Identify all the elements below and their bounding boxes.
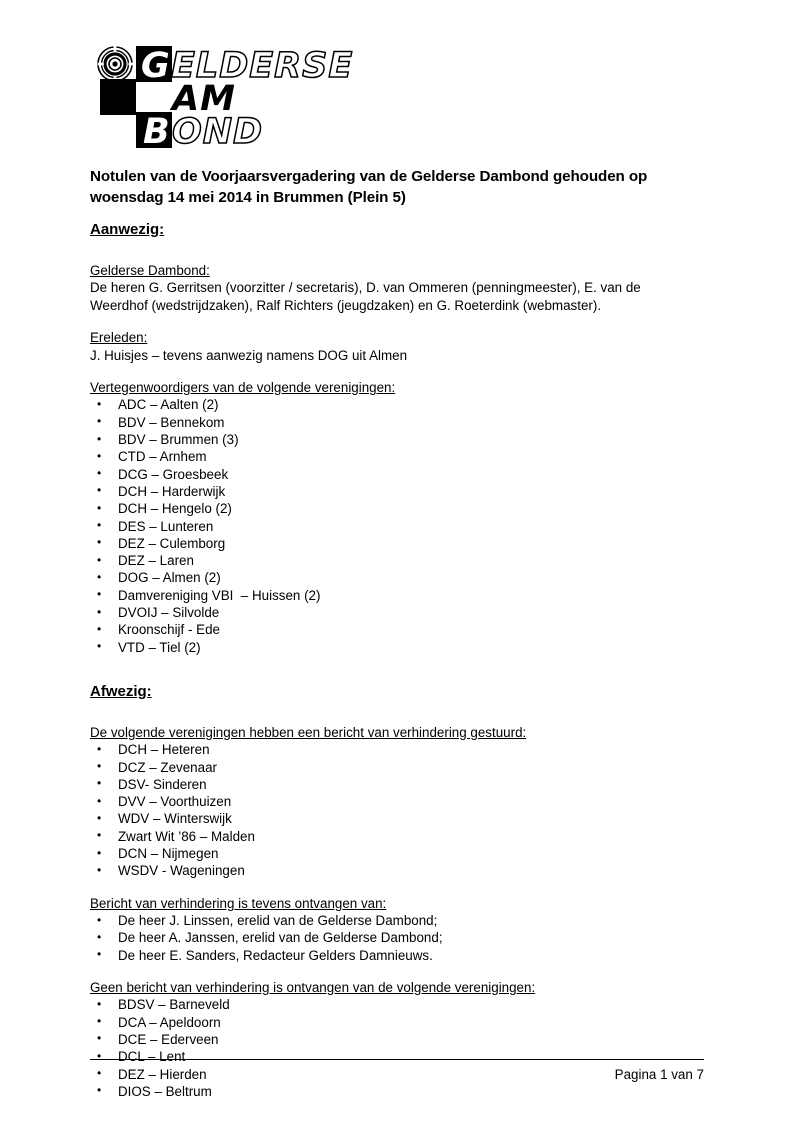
- honorary-members-line: J. Huisjes – tevens aanwezig namens DOG uit Almen: [90, 347, 408, 363]
- svg-text:OND: OND: [172, 112, 264, 150]
- document-body: [90, 166, 704, 1100]
- list-item: • CTD – Arnhem: [90, 448, 704, 465]
- logo-block-2: [100, 79, 136, 115]
- list-item: • BDV – Brummen (3): [90, 431, 704, 448]
- list-item: • DVV – Voorthuizen: [90, 793, 704, 810]
- svg-text:AM: AM: [172, 79, 236, 119]
- list-item: • DES – Lunteren: [90, 518, 704, 535]
- page-footer: [90, 1059, 704, 1083]
- present-clubs-list: [90, 396, 704, 655]
- board-members-line-1: De heren G. Gerritsen (voorzitter / secretaris), D. van Ommeren (penningmeester), E. van de: [90, 280, 641, 296]
- subsection-label-ereleden: Ereleden:: [90, 330, 148, 346]
- absent-also-notified-list: [90, 912, 704, 964]
- list-item: • De heer A. Janssen, erelid van de Gelderse Dambond;: [90, 929, 704, 946]
- list-item: • Zwart Wit ’86 – Malden: [90, 828, 704, 845]
- page-number: Pagina 1 van 7: [614, 1067, 704, 1082]
- absent-notified-list: [90, 741, 704, 879]
- logo-letter-b: B: [143, 112, 170, 150]
- section-heading-aanwezig: Aanwezig:: [90, 221, 165, 238]
- list-item: • DCN – Nijmegen: [90, 845, 704, 862]
- logo-letter-g: G: [141, 46, 170, 86]
- list-item: • DOG – Almen (2): [90, 569, 704, 586]
- list-item: • DCH – Harderwijk: [90, 483, 704, 500]
- list-item: • DSV- Sinderen: [90, 776, 704, 793]
- absent-no-notice-list: [90, 996, 704, 1100]
- list-item: • DCE – Ederveen: [90, 1031, 704, 1048]
- logo-letter-d: D: [141, 79, 171, 119]
- gelderse-dambond-logo: [97, 45, 397, 150]
- subsection-label-tevens-ontvangen: Bericht van verhindering is tevens ontvangen van:: [90, 895, 387, 911]
- subsection-label-vertegenwoordigers: Vertegenwoordigers van de volgende verenigingen:: [90, 380, 396, 396]
- subsection-label-bericht-gestuurd: De volgende verenigingen hebben een bericht van verhindering gestuurd:: [90, 724, 527, 740]
- board-members-line-2: Weerdhof (wedstrijdzaken), Ralf Richters (jeugdzaken) en G. Roeterdink (webmaster).: [90, 297, 602, 313]
- list-item: • Kroonschijf - Ede: [90, 621, 704, 638]
- list-item: • DCA – Apeldoorn: [90, 1014, 704, 1031]
- list-item: • BDSV – Barneveld: [90, 996, 704, 1013]
- page-title: Notulen van de Voorjaarsvergadering van de Gelderse Dambond gehouden op woensdag 14 mei 2014 in Brummen (Plein 5): [90, 168, 648, 206]
- list-item: • De heer E. Sanders, Redacteur Gelders Damnieuws.: [90, 947, 704, 964]
- section-heading-afwezig: Afwezig:: [90, 682, 152, 700]
- list-item: • ADC – Aalten (2): [90, 396, 704, 413]
- list-item: • WSDV - Wageningen: [90, 862, 704, 879]
- subsection-label-gelderse-dambond: Gelderse Dambond:: [90, 263, 210, 278]
- list-item: • BDV – Bennekom: [90, 414, 704, 431]
- list-item: • DIOS – Beltrum: [90, 1083, 704, 1100]
- list-item: • De heer J. Linssen, erelid van de Gelderse Dambond;: [90, 912, 704, 929]
- subsection-label-geen-bericht: Geen bericht van verhindering is ontvangen van de volgende verenigingen:: [90, 979, 536, 995]
- logo-artwork: [97, 45, 397, 150]
- list-item: • DCH – Heteren: [90, 741, 704, 758]
- list-item: • DEZ – Laren: [90, 552, 704, 569]
- list-item: • DVOIJ – Silvolde: [90, 604, 704, 621]
- list-item: • Damvereniging VBI – Huissen (2): [90, 587, 704, 604]
- list-item: • DCZ – Zevenaar: [90, 759, 704, 776]
- list-item: • DEZ – Culemborg: [90, 535, 704, 552]
- list-item: • DEZ – Hierden: [90, 1066, 704, 1083]
- list-item: • WDV – Winterswijk: [90, 810, 704, 827]
- draughts-stone-emblem: [98, 46, 135, 83]
- list-item: • VTD – Tiel (2): [90, 639, 704, 656]
- list-item: • DCG – Groesbeek: [90, 466, 704, 483]
- list-item: • DCH – Hengelo (2): [90, 500, 704, 517]
- svg-text:ELDERSE: ELDERSE: [171, 46, 354, 86]
- list-item: • DCL – Lent: [90, 1048, 704, 1065]
